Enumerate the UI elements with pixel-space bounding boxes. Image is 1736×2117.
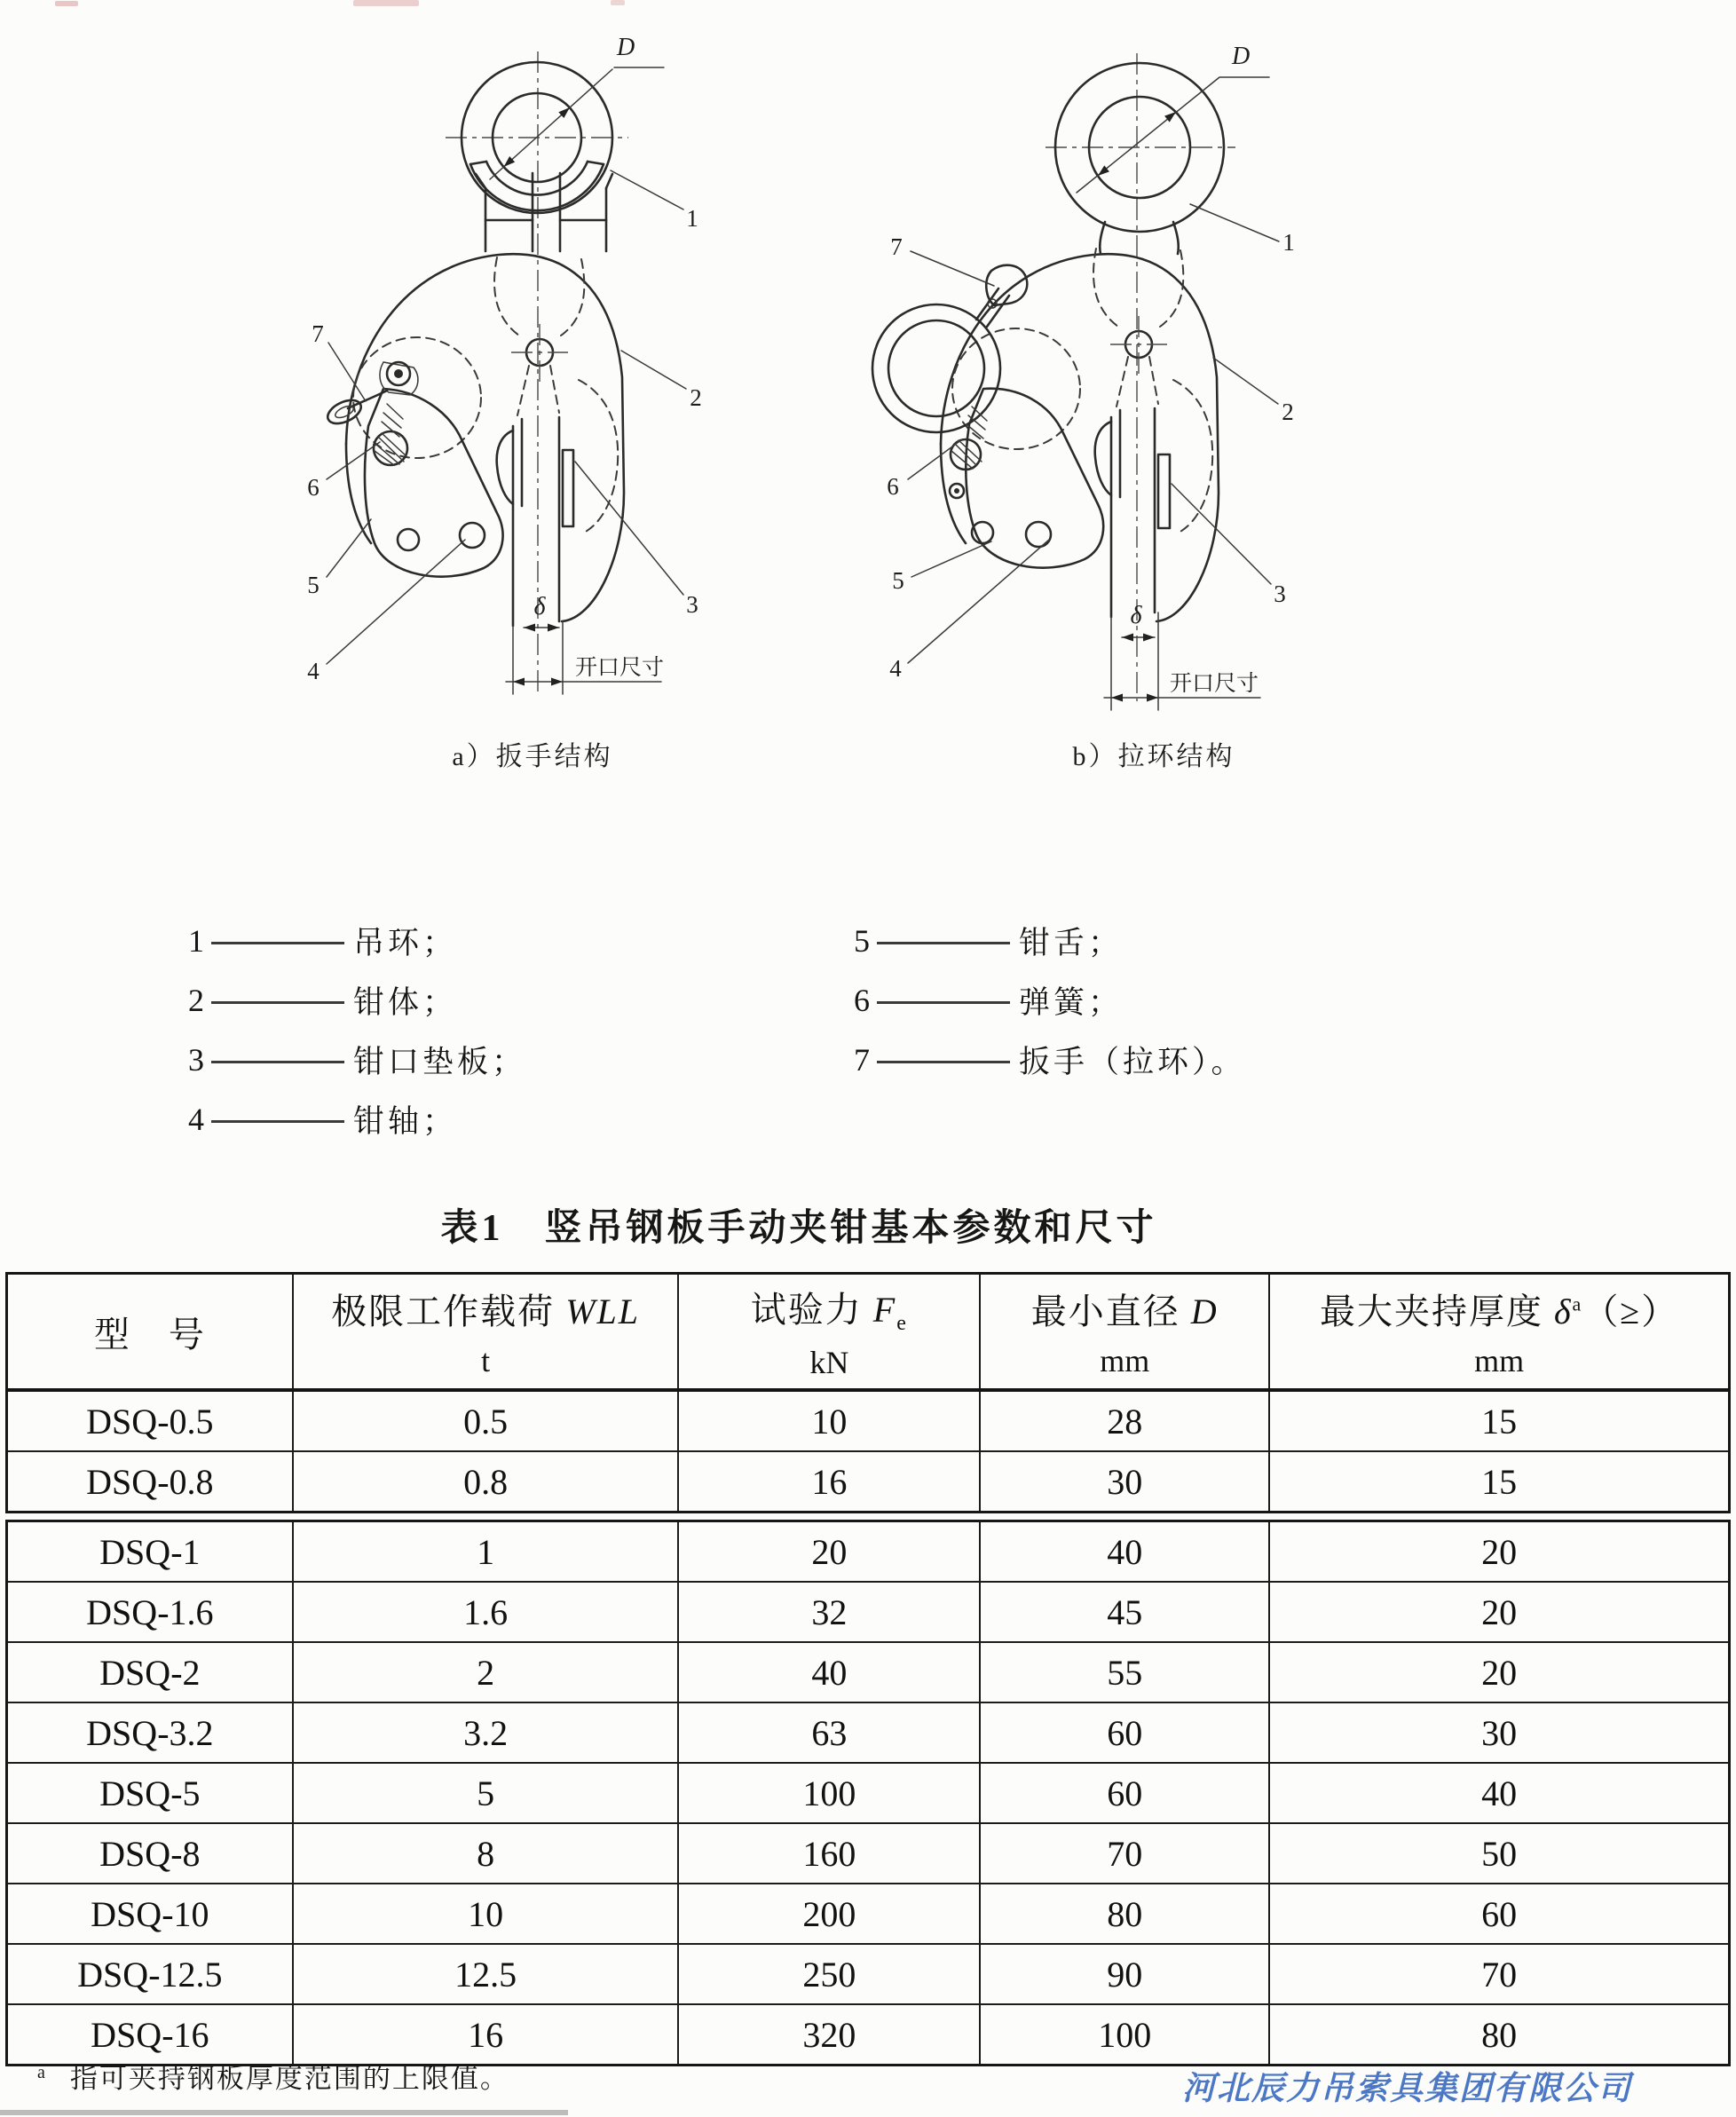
- jaw-pad: [1158, 454, 1170, 528]
- part-number-2: 2: [690, 384, 702, 411]
- part-number-2: 2: [1282, 399, 1294, 425]
- table-row: [7, 1763, 1730, 1823]
- col-header-min-diameter: 最小直径 D mm: [980, 1274, 1269, 1391]
- value-cell: 15: [1269, 1390, 1729, 1451]
- legend-item: [854, 1030, 1246, 1089]
- value-cell: 55: [980, 1642, 1269, 1702]
- value-cell: 60: [1269, 1884, 1729, 1944]
- model-cell: DSQ-0.8: [7, 1451, 293, 1513]
- part-number-7: 7: [890, 233, 903, 260]
- model-cell: DSQ-2: [7, 1642, 293, 1702]
- value-cell: 70: [980, 1823, 1269, 1884]
- col-header-model: 型 号: [7, 1274, 293, 1391]
- legend-item-number: 4: [188, 1101, 204, 1137]
- legend-item-label: 吊环；: [353, 925, 458, 960]
- model-cell: DSQ-3.2: [7, 1702, 293, 1763]
- value-cell: 320: [678, 2004, 980, 2066]
- scan-artifact: [55, 1, 78, 6]
- value-cell: 250: [678, 1944, 980, 2004]
- clamp-body: [941, 249, 1219, 621]
- legend-dash: [211, 1001, 344, 1004]
- value-cell: 20: [1269, 1521, 1729, 1583]
- table-row: [7, 1390, 1730, 1451]
- part-number-7: 7: [312, 320, 324, 347]
- legend-dash: [877, 1001, 1010, 1004]
- model-cell: DSQ-0.5: [7, 1390, 293, 1451]
- legend-item-number: 3: [188, 1041, 204, 1078]
- value-cell: 63: [678, 1702, 980, 1763]
- value-cell: 200: [678, 1884, 980, 1944]
- scan-artifact: [611, 0, 625, 5]
- table-row: [7, 1582, 1730, 1642]
- legend-item-label: 钳轴；: [353, 1103, 458, 1139]
- model-cell: DSQ-16: [7, 2004, 293, 2066]
- legend-item-label: 钳体；: [353, 984, 458, 1020]
- dim-label-d: D: [617, 34, 635, 61]
- part-number-4: 4: [889, 655, 902, 682]
- value-cell: 2: [293, 1642, 679, 1702]
- part-number-4: 4: [307, 658, 320, 684]
- value-cell: 20: [1269, 1582, 1729, 1642]
- table-header: [7, 1274, 1730, 1391]
- value-cell: 30: [980, 1451, 1269, 1513]
- legend-item-label: 钳舌；: [1019, 925, 1124, 960]
- value-cell: 12.5: [293, 1944, 679, 2004]
- value-cell: 100: [980, 2004, 1269, 2066]
- value-cell: 3.2: [293, 1702, 679, 1763]
- part-number-3: 3: [1274, 581, 1286, 607]
- jaw-pad: [563, 450, 573, 526]
- parameters-table-block2: [5, 1520, 1731, 2066]
- model-cell: DSQ-8: [7, 1823, 293, 1884]
- value-cell: 20: [1269, 1642, 1729, 1702]
- scan-artifact: [0, 2110, 568, 2115]
- legend-item-number: 5: [854, 922, 870, 959]
- legend-item: [188, 911, 526, 970]
- legend-item: [188, 1089, 526, 1149]
- value-cell: 50: [1269, 1823, 1729, 1884]
- parts-legend-right: [854, 911, 1246, 1089]
- opening-size-label: 开口尺寸: [575, 656, 665, 680]
- table-footnote: [37, 2056, 509, 2096]
- plate-slot: [1095, 408, 1170, 710]
- value-cell: 45: [980, 1582, 1269, 1642]
- legend-item: [188, 1030, 526, 1089]
- part-number-3: 3: [686, 591, 698, 618]
- legend-item: [188, 970, 526, 1030]
- opening-dimension: [506, 655, 664, 686]
- legend-dash: [877, 942, 1010, 944]
- table-row: [7, 1944, 1730, 2004]
- legend-item-label: 扳手（拉环）。: [1019, 1044, 1246, 1079]
- value-cell: 32: [678, 1582, 980, 1642]
- value-cell: 20: [678, 1521, 980, 1583]
- table-row: [7, 1642, 1730, 1702]
- value-cell: 90: [980, 1944, 1269, 2004]
- legend-item-number: 2: [188, 982, 204, 1018]
- leader-lines: [887, 204, 1295, 682]
- dim-label-delta: δ: [533, 593, 546, 620]
- parameters-table-block1: [5, 1272, 1731, 1513]
- diagram-wrench-structure: [213, 9, 710, 772]
- lifting-ring: [1055, 63, 1224, 254]
- opening-size-label: 开口尺寸: [1170, 672, 1259, 696]
- value-cell: 160: [678, 1823, 980, 1884]
- value-cell: 10: [293, 1884, 679, 1944]
- part-number-6: 6: [887, 473, 899, 500]
- cam-jaw: [950, 389, 1103, 568]
- value-cell: 60: [980, 1702, 1269, 1763]
- legend-item: [854, 911, 1246, 970]
- value-cell: 16: [293, 2004, 679, 2066]
- value-cell: 60: [980, 1763, 1269, 1823]
- opening-dimension: [1104, 671, 1260, 702]
- model-cell: DSQ-12.5: [7, 1944, 293, 2004]
- delta-dimension: [1122, 602, 1155, 642]
- scan-artifact: [353, 0, 419, 6]
- value-cell: 28: [980, 1390, 1269, 1451]
- value-cell: 16: [678, 1451, 980, 1513]
- parts-legend-left: [188, 911, 526, 1149]
- model-cell: DSQ-1.6: [7, 1582, 293, 1642]
- diameter-dimension: [1077, 43, 1269, 193]
- col-header-max-thickness: 最大夹持厚度 $\delta^a(\ge)$ mm: [1269, 1274, 1729, 1391]
- dim-label-delta: δ: [1130, 602, 1142, 629]
- value-cell: 0.5: [293, 1390, 679, 1451]
- value-cell: 40: [1269, 1763, 1729, 1823]
- legend-item-number: 6: [854, 982, 870, 1018]
- legend-dash: [211, 1120, 344, 1123]
- pull-ring: [872, 265, 1027, 432]
- col-header-wll: 极限工作载荷 WLL t: [293, 1274, 679, 1391]
- value-cell: 0.8: [293, 1451, 679, 1513]
- value-cell: 40: [678, 1642, 980, 1702]
- legend-item-label: 钳口垫板；: [353, 1044, 527, 1079]
- plate-slot: [497, 417, 573, 694]
- dim-label-d: D: [1232, 43, 1251, 70]
- value-cell: 10: [678, 1390, 980, 1451]
- value-cell: 8: [293, 1823, 679, 1884]
- diagram-pullring-structure: [852, 9, 1314, 772]
- figure-a-caption: a）扳手结构: [452, 742, 613, 771]
- footnote-text: 指可夹持钢板厚度范围的上限值。: [69, 2063, 509, 2094]
- value-cell: 1: [293, 1521, 679, 1583]
- legend-item-number: 7: [854, 1041, 870, 1078]
- legend-dash: [211, 942, 344, 944]
- legend-item: [854, 970, 1246, 1030]
- part-number-5: 5: [307, 572, 320, 598]
- model-cell: DSQ-1: [7, 1521, 293, 1583]
- part-number-5: 5: [892, 567, 904, 594]
- model-cell: DSQ-5: [7, 1763, 293, 1823]
- col-header-test-force: 试验力 $F_e$ kN: [678, 1274, 980, 1391]
- part-number-6: 6: [307, 474, 320, 501]
- leader-lines: [307, 170, 702, 684]
- part-number-1: 1: [686, 205, 698, 232]
- legend-item-number: 1: [188, 922, 204, 959]
- value-cell: 30: [1269, 1702, 1729, 1763]
- table-row: [7, 1823, 1730, 1884]
- value-cell: 80: [1269, 2004, 1729, 2066]
- legend-item-label: 弹簧；: [1019, 984, 1124, 1020]
- table-row: [7, 1521, 1730, 1583]
- part-number-1: 1: [1282, 229, 1295, 256]
- jaw-tip: [1095, 422, 1111, 495]
- value-cell: 40: [980, 1521, 1269, 1583]
- value-cell: 1.6: [293, 1582, 679, 1642]
- cam-jaw: [365, 389, 503, 577]
- value-cell: 70: [1269, 1944, 1729, 2004]
- figure-b-caption: b）拉环结构: [1072, 742, 1235, 771]
- legend-dash: [211, 1061, 344, 1063]
- legend-dash: [877, 1061, 1010, 1063]
- value-cell: 5: [293, 1763, 679, 1823]
- table-title: 表1 竖吊钢板手动夹钳基本参数和尺寸: [440, 1208, 1157, 1249]
- value-cell: 100: [678, 1763, 980, 1823]
- value-cell: 80: [980, 1884, 1269, 1944]
- footnote-marker: a: [37, 2062, 47, 2082]
- company-watermark: 河北辰力吊索具集团有限公司: [1182, 2071, 1632, 2107]
- value-cell: 15: [1269, 1451, 1729, 1513]
- jaw-tip: [497, 431, 513, 504]
- model-cell: DSQ-10: [7, 1884, 293, 1944]
- table-row: [7, 1884, 1730, 1944]
- spring: [951, 407, 987, 470]
- table-row: [7, 1702, 1730, 1763]
- table-row: [7, 1451, 1730, 1513]
- delta-dimension: [524, 593, 559, 632]
